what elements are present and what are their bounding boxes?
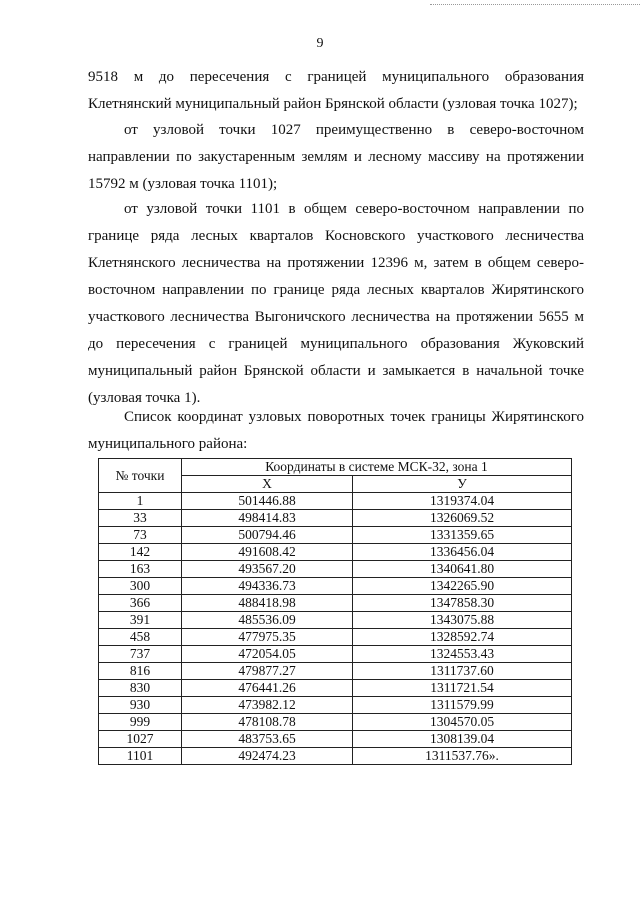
x-cell: 483753.65 [182,731,353,748]
paragraph-2: от узловой точки 1027 преимущественно в северо-восточном направлении по закустаренным землям и лесному массиву на протяжении 15792 м (узловая точка 1101); [88,122,584,192]
x-cell: 473982.12 [182,697,353,714]
table-row [99,578,572,595]
point-cell: 366 [99,595,182,612]
y-cell: 1347858.30 [353,595,572,612]
header-x: X [182,476,353,493]
coordinates-table [98,458,572,765]
point-cell: 830 [99,680,182,697]
y-cell: 1331359.65 [353,527,572,544]
point-cell: 163 [99,561,182,578]
x-cell: 492474.23 [182,748,353,765]
paragraph-block-3 [88,196,584,412]
table-row [99,663,572,680]
top-border-line [430,4,640,5]
paragraph-4: Список координат узловых поворотных точек границы Жирятинского муниципального района: [88,409,584,452]
point-cell: 1 [99,493,182,510]
y-cell: 1304570.05 [353,714,572,731]
point-cell: 458 [99,629,182,646]
x-cell: 488418.98 [182,595,353,612]
page-number: 9 [316,36,324,51]
y-cell: 1308139.04 [353,731,572,748]
point-cell: 391 [99,612,182,629]
x-cell: 494336.73 [182,578,353,595]
point-cell: 300 [99,578,182,595]
point-cell: 33 [99,510,182,527]
table-row [99,595,572,612]
point-cell: 737 [99,646,182,663]
y-cell: 1342265.90 [353,578,572,595]
x-cell: 493567.20 [182,561,353,578]
x-cell: 476441.26 [182,680,353,697]
point-cell: 73 [99,527,182,544]
table-row [99,646,572,663]
y-cell: 1328592.74 [353,629,572,646]
x-cell: 501446.88 [182,493,353,510]
paragraph-1: 9518 м до пересечения с границей муниципального образования Клетнянский муниципальный район Брянской области (узловая точка 1027); [88,69,584,112]
table-row [99,697,572,714]
y-cell: 1311579.99 [353,697,572,714]
x-cell: 478108.78 [182,714,353,731]
table-row [99,510,572,527]
header-y: У [353,476,572,493]
table-row [99,629,572,646]
table-row [99,714,572,731]
y-cell: 1311737.60 [353,663,572,680]
x-cell: 472054.05 [182,646,353,663]
y-cell: 1324553.43 [353,646,572,663]
paragraph-block-4 [88,404,584,458]
x-cell: 491608.42 [182,544,353,561]
y-cell: 1340641.80 [353,561,572,578]
point-cell: 999 [99,714,182,731]
x-cell: 500794.46 [182,527,353,544]
y-cell: 1336456.04 [353,544,572,561]
y-cell: 1343075.88 [353,612,572,629]
x-cell: 498414.83 [182,510,353,527]
table-row [99,680,572,697]
y-cell: 1311721.54 [353,680,572,697]
table-row [99,731,572,748]
table-row [99,561,572,578]
table-row [99,527,572,544]
header-coordinates: Координаты в системе МСК-32, зона 1 [182,459,572,476]
point-cell: 1027 [99,731,182,748]
table-row [99,748,572,765]
paragraph-block-2 [88,117,584,198]
x-cell: 485536.09 [182,612,353,629]
table-row [99,544,572,561]
point-cell: 1101 [99,748,182,765]
point-cell: 930 [99,697,182,714]
y-cell: 1319374.04 [353,493,572,510]
y-cell: 1311537.76». [353,748,572,765]
x-cell: 479877.27 [182,663,353,680]
y-cell: 1326069.52 [353,510,572,527]
paragraph-3: от узловой точки 1101 в общем северо-восточном направлении по границе ряда лесных кварталов Косновского участкового лесничества Клетнянского лесничества на протяжении 12396 м, затем в общем северо-восточном направлении по границе ряда лесных кварталов Жирятинского участкового лесничества Выгоничского лесничества на протяжении 5655 м до пересечения с границей муниципального образования Жуковский муниципальный район Брянской области и замыкается в начальной точке (узловая точка 1). [88,201,584,406]
point-cell: 816 [99,663,182,680]
table-row [99,612,572,629]
point-cell: 142 [99,544,182,561]
header-point-number: № точки [99,459,182,493]
table-header-row [99,459,572,476]
table-row [99,493,572,510]
paragraph-continuation [88,64,584,118]
x-cell: 477975.35 [182,629,353,646]
